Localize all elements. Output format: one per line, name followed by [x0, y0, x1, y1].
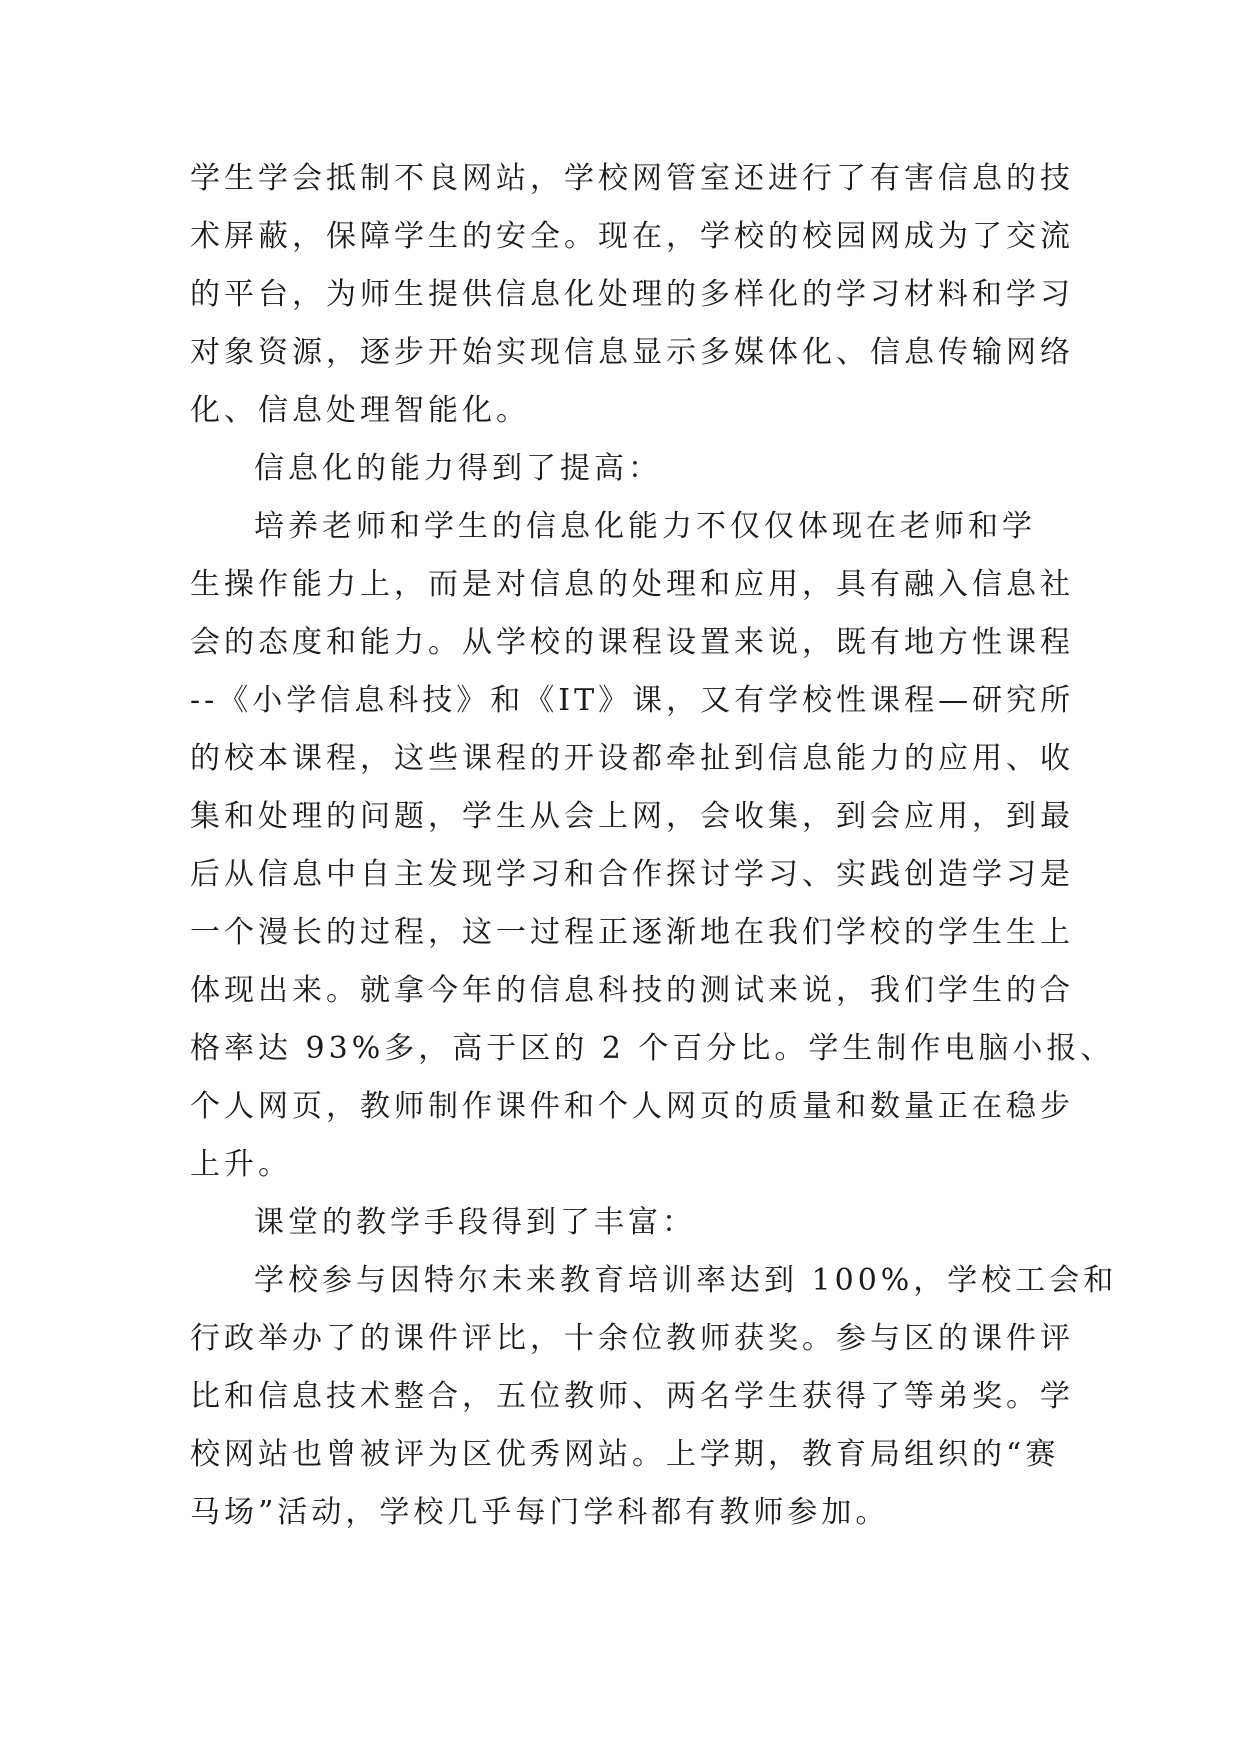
text-line-15: 体现出来。就拿今年的信息科技的测试来说，我们学生的合: [190, 973, 1074, 1008]
text-line-7: 培养老师和学生的信息化能力不仅仅体现在老师和学: [254, 509, 1036, 544]
text-line-23: 校网站也曾被评为区优秀网站。上学期，教育局组织的“赛: [190, 1437, 1060, 1472]
text-line-3: 的平台，为师生提供信息化处理的多样化的学习材料和学习: [190, 277, 1074, 312]
text-line-16: 格率达 93%多，高于区的 2 个百分比。学生制作电脑小报、: [190, 1031, 1115, 1066]
text-line-12: 集和处理的问题，学生从会上网，会收集，到会应用，到最: [190, 799, 1074, 834]
text-line-14: 一个漫长的过程，这一过程正逐渐地在我们学校的学生生上: [190, 915, 1074, 950]
text-line-18: 上升。: [190, 1147, 292, 1182]
text-line-5: 化、信息处理智能化。: [190, 393, 530, 428]
text-line-10: --《小学信息科技》和《IT》课，又有学校性课程—研究所: [190, 683, 1075, 718]
text-line-11: 的校本课程，这些课程的开设都牵扯到信息能力的应用、收: [190, 741, 1074, 776]
text-line-9: 会的态度和能力。从学校的课程设置来说，既有地方性课程: [190, 625, 1074, 660]
document-body: [190, 150, 1118, 1542]
text-line-24: 马场”活动，学校几乎每门学科都有教师参加。: [190, 1495, 890, 1530]
text-line-8: 生操作能力上，而是对信息的处理和应用，具有融入信息社: [190, 567, 1074, 602]
text-line-22: 比和信息技术整合，五位教师、两名学生获得了等弟奖。学: [190, 1379, 1074, 1414]
text-line-13: 后从信息中自主发现学习和合作探讨学习、实践创造学习是: [190, 857, 1074, 892]
text-line-17: 个人网页，教师制作课件和个人网页的质量和数量正在稳步: [190, 1089, 1074, 1124]
text-line-20: 学校参与因特尔未来教育培训率达到 100%，学校工会和: [254, 1263, 1118, 1298]
text-line-21: 行政举办了的课件评比，十余位教师获奖。参与区的课件评: [190, 1321, 1074, 1356]
text-line-1: 学生学会抵制不良网站，学校网管室还进行了有害信息的技: [190, 161, 1074, 196]
text-line-2: 术屏蔽，保障学生的安全。现在，学校的校园网成为了交流: [190, 219, 1074, 254]
section-heading-capability: 信息化的能力得到了提高：: [254, 451, 662, 486]
text-line-4: 对象资源，逐步开始实现信息显示多媒体化、信息传输网络: [190, 335, 1074, 370]
section-heading-teaching: 课堂的教学手段得到了丰富：: [254, 1205, 696, 1240]
